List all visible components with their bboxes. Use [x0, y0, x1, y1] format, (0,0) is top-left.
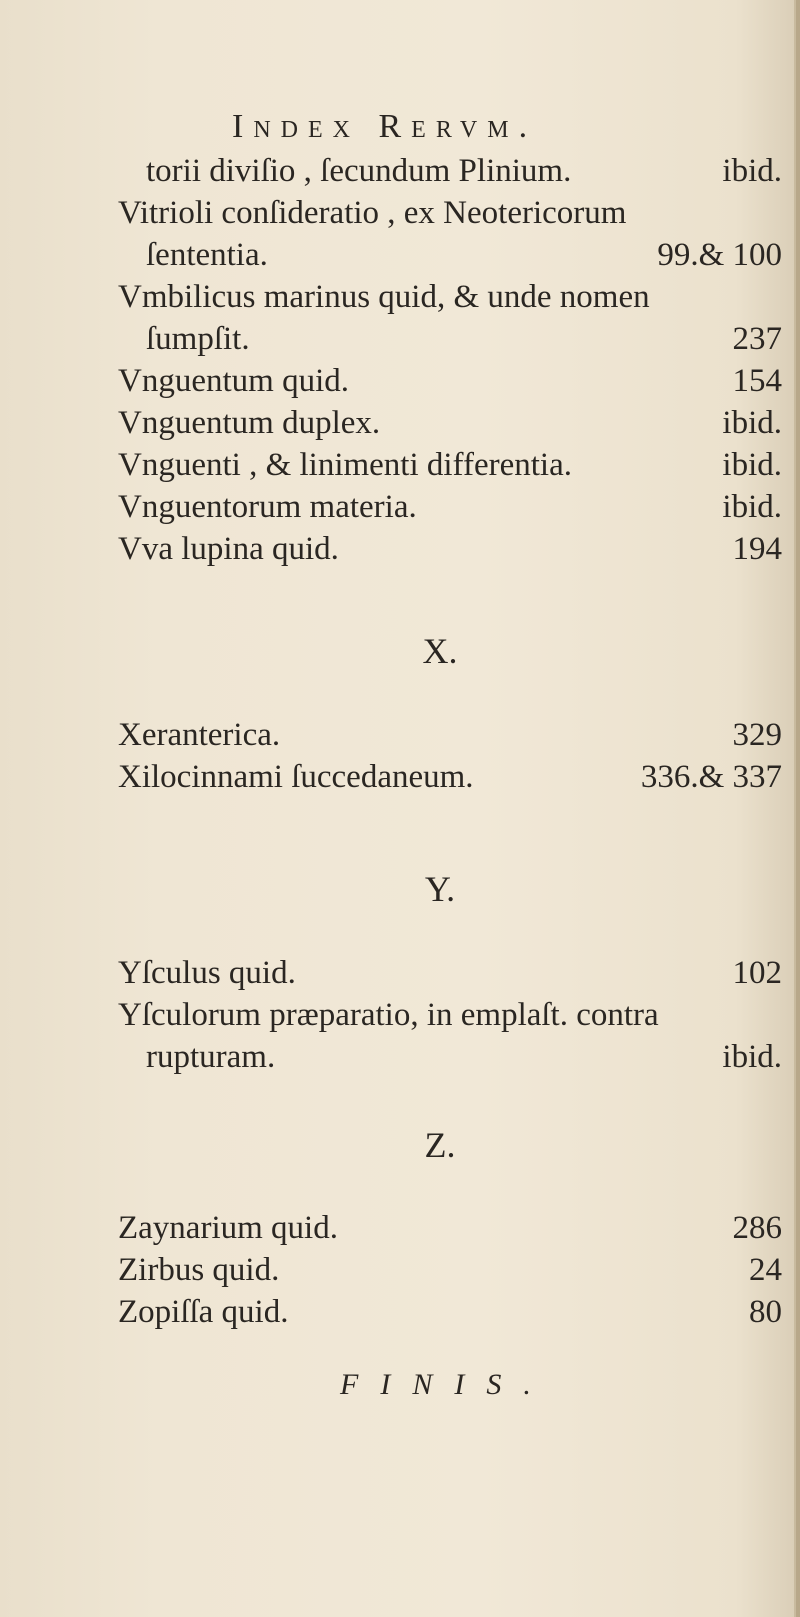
index-entry [0, 402, 800, 444]
page-reference: 237 [732, 321, 782, 357]
index-term: Vmbilicus marinus quid, & unde nomen [118, 279, 650, 315]
page-reference: 102 [732, 955, 782, 991]
page-reference: 24 [749, 1252, 782, 1288]
page-reference: ibid. [722, 489, 782, 525]
page-reference: ibid. [722, 447, 782, 483]
index-term: Vva lupina quid. [118, 531, 339, 567]
index-entry [0, 756, 800, 798]
index-entry [0, 1291, 800, 1333]
index-term: Vnguenti , & linimenti differentia. [118, 447, 572, 483]
page-reference: 194 [732, 531, 782, 567]
index-entry [0, 360, 800, 402]
index-entry [0, 444, 800, 486]
index-entry [0, 150, 800, 192]
index-term: torii diviſio , ſecundum Plinium. [146, 153, 572, 189]
finis: FINIS. [340, 1368, 553, 1401]
page-reference: 80 [749, 1294, 782, 1330]
section-letter-x: X. [422, 631, 458, 671]
index-entry [0, 1207, 800, 1249]
section-letter-z: Z. [424, 1125, 456, 1165]
page-reference: 99.& 100 [657, 237, 782, 273]
index-term: Vnguentorum materia. [118, 489, 417, 525]
page-reference: 336.& 337 [640, 759, 782, 795]
index-term: Xeranterica. [118, 717, 281, 753]
index-term: Vnguentum quid. [118, 363, 349, 399]
index-term: Yſculus quid. [118, 955, 296, 991]
index-term: Zirbus quid. [118, 1252, 280, 1288]
page-reference: 286 [732, 1210, 782, 1246]
index-entry [0, 714, 800, 756]
index-term: Zopiſſa quid. [118, 1294, 289, 1330]
index-entry [0, 318, 800, 360]
index-term: Zaynarium quid. [118, 1210, 338, 1246]
index-term: ſumpſit. [146, 321, 250, 357]
running-header: Index Rervm. [232, 108, 538, 145]
section-letter-y: Y. [424, 869, 456, 909]
index-term: Vnguentum duplex. [118, 405, 381, 441]
index-entry [0, 234, 800, 276]
index-term: ſententia. [146, 237, 268, 273]
index-entry [0, 952, 800, 994]
page-reference: 154 [732, 363, 782, 399]
index-entry [0, 528, 800, 570]
page-reference: ibid. [722, 153, 782, 189]
index-entry [0, 276, 800, 318]
index-entry [0, 1036, 800, 1078]
page-reference: 329 [732, 717, 782, 753]
index-term: rupturam. [146, 1039, 276, 1075]
index-entry [0, 192, 800, 234]
index-entry [0, 486, 800, 528]
index-term: Yſculorum præparatio, in emplaſt. contra [118, 997, 659, 1033]
index-term: Xilocinnami ſuccedaneum. [118, 759, 474, 795]
index-term: Vitrioli conſideratio , ex Neotericorum [118, 195, 627, 231]
index-entry [0, 994, 800, 1036]
page-reference: ibid. [722, 1039, 782, 1075]
index-entry [0, 1249, 800, 1291]
page-reference: ibid. [722, 405, 782, 441]
